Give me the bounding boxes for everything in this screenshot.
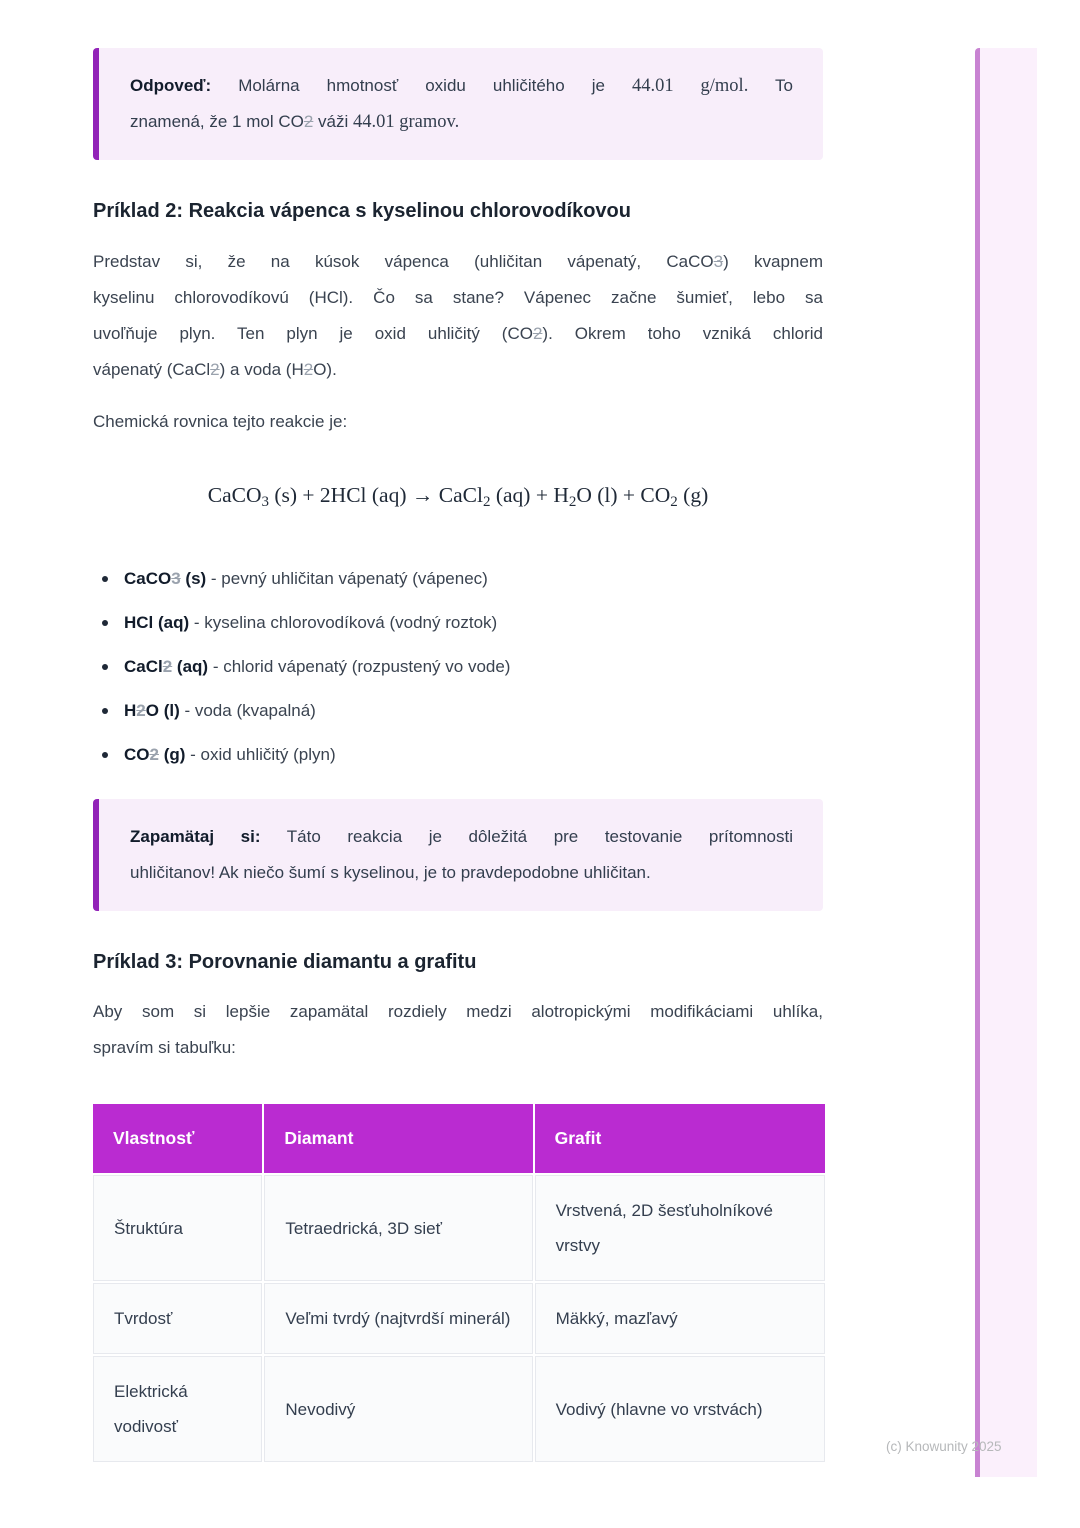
paragraph-line	[93, 244, 823, 280]
watermark: (c) Knowunity 2025	[886, 1439, 1002, 1454]
remember-callout	[93, 799, 823, 911]
answer-callout-line	[130, 104, 793, 140]
table-cell: Štruktúra	[93, 1175, 262, 1281]
text-segment: Zapamätaj si:	[130, 827, 261, 846]
remember-callout-line	[130, 819, 793, 855]
text-segment: ) kvapnem	[723, 252, 823, 271]
text-segment: ) a voda (H	[219, 360, 304, 379]
paragraph-line	[93, 994, 823, 1030]
text-segment: 3	[261, 494, 269, 510]
text-segment: 2	[532, 324, 543, 343]
text-segment: 2	[482, 494, 491, 510]
text-segment: vápenatý (CaCl	[93, 360, 211, 379]
text-segment: uvoľňuje plyn. Ten plyn je oxid uhličitý (CO	[93, 324, 533, 343]
text-segment: HCl (aq)	[124, 613, 190, 632]
table-cell: Nevodivý	[264, 1356, 532, 1462]
text-segment: 44.01 g/mol.	[631, 76, 749, 96]
text-segment: O).	[313, 360, 337, 379]
text-segment: O (l) + CO	[576, 483, 671, 507]
text-segment: 2	[136, 701, 146, 720]
text-segment: 2	[568, 494, 577, 510]
table-cell: Elektrická vodivosť	[93, 1356, 262, 1462]
table-row	[93, 1356, 825, 1462]
text-segment: kyselinu chlorovodíkovú (HCl). Čo sa stane? Vápenec začne šumieť, lebo sa	[93, 288, 823, 307]
table-cell: Mäkký, mazľavý	[535, 1283, 825, 1354]
text-segment: O (l)	[145, 701, 180, 720]
example3-heading: Príklad 3: Porovnanie diamantu a grafitu	[93, 951, 477, 973]
answer-callout-line	[130, 68, 793, 104]
text-segment: 3	[171, 569, 181, 588]
paragraph-line	[93, 1030, 823, 1066]
text-segment: H	[124, 701, 137, 720]
text-segment: - kyselina chlorovodíková (vodný roztok)	[189, 613, 498, 632]
answer-callout	[93, 48, 823, 160]
example3-paragraph	[93, 994, 823, 1066]
table-row	[93, 1175, 825, 1281]
text-segment: 2	[303, 112, 314, 131]
text-segment: 44.01 gramov.	[353, 112, 460, 132]
text-segment: Odpoveď:	[130, 76, 212, 95]
text-segment: uhličitanov! Ak niečo šumí s kyselinou, je to pravdepodobne uhličitan.	[130, 863, 651, 882]
text-segment: (s)	[180, 569, 207, 588]
text-segment: Aby som si lepšie zapamätal rozdiely medzi alotropickými modifikáciami uhlíka,	[93, 1002, 823, 1021]
formula-list	[93, 561, 823, 773]
table-header-row	[93, 1104, 825, 1173]
text-segment: 2	[210, 360, 220, 379]
table-header-graphite: Grafit	[535, 1104, 825, 1173]
text-segment: - voda (kvapalná)	[179, 701, 316, 720]
text-segment: znamená, že 1 mol CO	[130, 112, 304, 131]
chemical-equation	[93, 476, 823, 521]
text-segment: (aq)	[172, 657, 209, 676]
document-page	[93, 0, 823, 1464]
text-segment: (s) + 2HCl (aq) → CaCl	[269, 483, 483, 507]
list-item	[93, 605, 823, 641]
text-segment: Predstav si, že na kúsok vápenca (uhličitan vápenatý, CaCO	[93, 252, 714, 271]
text-segment: Molárna hmotnosť oxidu uhličitého je	[211, 76, 632, 95]
example2-paragraph	[93, 244, 823, 388]
text-segment: CaCO	[207, 483, 262, 507]
text-segment: Táto reakcia je dôležitá pre testovanie prítomnosti	[260, 827, 793, 846]
text-segment: 2	[670, 494, 678, 510]
remember-callout-line	[130, 855, 793, 891]
text-segment: váži	[313, 112, 354, 131]
text-segment: - chlorid vápenatý (rozpustený vo vode)	[208, 657, 511, 676]
table-cell: Tetraedrická, 3D sieť	[264, 1175, 532, 1281]
text-segment: ). Okrem toho vzniká chlorid	[542, 324, 823, 343]
table-cell: Vrstvená, 2D šesťuholníkové vrstvy	[535, 1175, 825, 1281]
text-segment: (aq) + H	[490, 483, 569, 507]
text-segment: - pevný uhličitan vápenatý (vápenec)	[206, 569, 488, 588]
text-segment: CaCO	[124, 569, 172, 588]
table-header-property: Vlastnosť	[93, 1104, 262, 1173]
example2-heading: Príklad 2: Reakcia vápenca s kyselinou chlorovodíkovou	[93, 200, 631, 222]
paragraph-line	[93, 316, 823, 352]
text-segment: (g)	[158, 745, 186, 764]
text-segment: spravím si tabuľku:	[93, 1038, 236, 1057]
table-header-diamond: Diamant	[264, 1104, 532, 1173]
table-cell: Tvrdosť	[93, 1283, 262, 1354]
text-segment: CaCl	[124, 657, 163, 676]
equation-intro: Chemická rovnica tejto reakcie je:	[93, 412, 348, 431]
text-segment: 3	[713, 252, 724, 271]
text-segment: (g)	[677, 483, 709, 507]
comparison-table	[91, 1102, 827, 1464]
paragraph-line	[93, 352, 823, 388]
list-item	[93, 737, 823, 773]
text-segment: CO	[124, 745, 150, 764]
next-page-callout-sliver	[975, 48, 1037, 1477]
text-segment: 2	[149, 745, 159, 764]
list-item	[93, 561, 823, 597]
paragraph-line	[93, 280, 823, 316]
table-cell: Veľmi tvrdý (najtvrdší minerál)	[264, 1283, 532, 1354]
table-cell: Vodivý (hlavne vo vrstvách)	[535, 1356, 825, 1462]
list-item	[93, 649, 823, 685]
text-segment: 2	[303, 360, 314, 379]
list-item	[93, 693, 823, 729]
table-row	[93, 1283, 825, 1354]
text-segment: - oxid uhličitý (plyn)	[185, 745, 336, 764]
text-segment: 2	[162, 657, 173, 676]
text-segment: To	[748, 76, 793, 95]
